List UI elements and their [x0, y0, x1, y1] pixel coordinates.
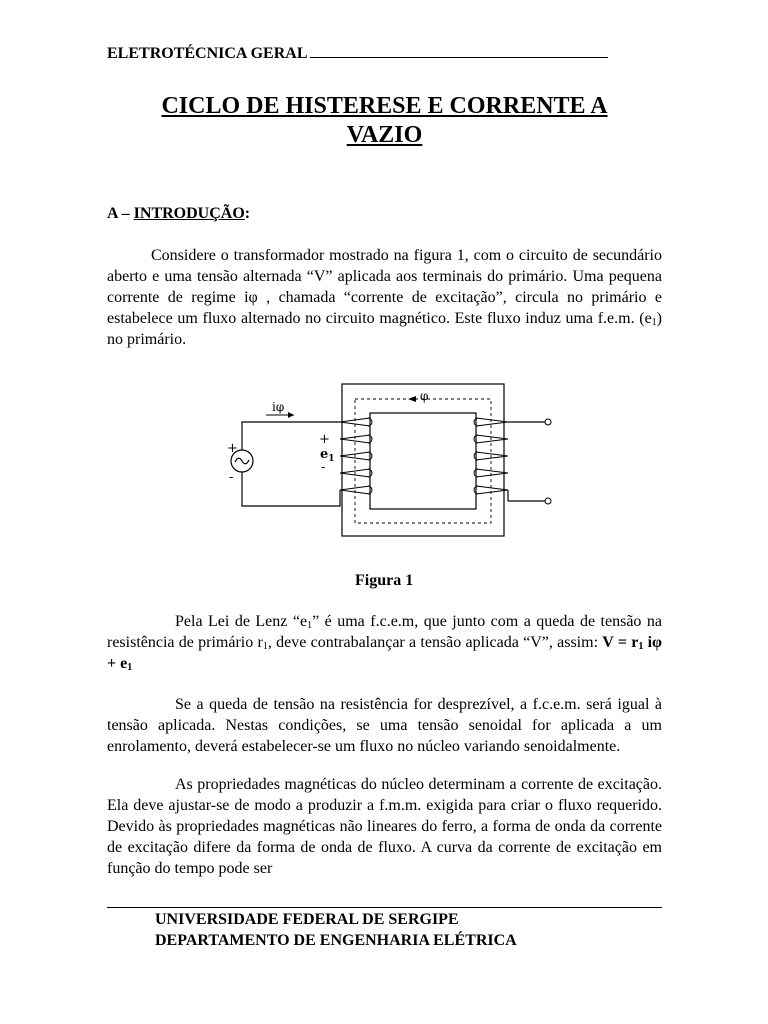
section-name: INTRODUÇÃO: [133, 205, 245, 222]
flux-arrow: [408, 396, 416, 402]
paragraph-lenz-text-c: , deve contrabalançar a tensão aplicada “V”, assim:: [267, 634, 603, 651]
source-plus: +: [227, 441, 238, 456]
transformer-figure: [218, 380, 560, 550]
section-suffix: :: [244, 205, 251, 222]
footer-department: DEPARTAMENTO DE ENGENHARIA ELÉTRICA: [155, 932, 517, 949]
current-arrow-head: [288, 412, 294, 418]
paragraph-intro-end: ) no primário.: [107, 310, 662, 348]
section-prefix: A –: [107, 205, 134, 222]
equation: $V = r_1$ $i\varphi + e_1$: [107, 634, 663, 673]
flux-label: φ: [420, 389, 429, 403]
title-line-2: VAZIO: [346, 122, 423, 148]
paragraph-intro: [107, 245, 662, 350]
course-name: ELETROTÉCNICA GERAL: [107, 45, 308, 62]
paragraph-lenz-text-a: Pela Lei de Lenz “e: [175, 613, 308, 630]
core-window: [370, 413, 476, 509]
primary-wire-bottom: [242, 472, 340, 506]
page-title: [107, 92, 662, 150]
emf-minus: -: [321, 460, 326, 475]
footer-university: UNIVERSIDADE FEDERAL DE SERGIPE: [155, 911, 459, 928]
page-header: [107, 45, 608, 63]
terminal-top: [545, 419, 551, 425]
emf-label: $e_1$: [320, 447, 335, 464]
paragraph-magnetic: As propriedades magnéticas do núcleo determinam a corrente de excitação. Ela deve ajustar-se de modo a produzir a f.m.m. exigida para criar o fluxo requerido. Devido às propriedades magnéticas não lineares do ferro, a forma de onda da corrente de excitação difere da forma de onda de fluxo. A curva da corrente de excitação em função do tempo pode ser: [107, 776, 662, 877]
paragraph-lenz: [107, 611, 662, 674]
paragraph-sinusoidal: Se a queda de tensão na resistência for desprezível, a f.c.e.m. será igual à tensão aplicada. Nestas condições, se uma tensão senoidal for aplicada a um enrolamento, deverá estabelecer-se um fluxo no núcleo variando senoidalmente.: [107, 696, 662, 755]
section-heading: [107, 205, 250, 223]
emf-plus: +: [319, 432, 330, 447]
subscript: 1: [307, 620, 313, 631]
flux-path: [355, 399, 491, 523]
current-label: iφ: [272, 400, 285, 414]
primary-winding: [340, 418, 372, 494]
footer-divider: [107, 907, 662, 908]
page-footer: [155, 909, 517, 951]
paragraph-lenz-text-b: ” é uma f.c.e.m, que junto com a queda de tensão na resistência de primário r: [107, 613, 662, 651]
terminal-bottom: [545, 498, 551, 504]
paragraph-intro-text: Considere o transformador mostrado na figura 1, com o circuito de secundário aberto e uma tensão alternada “V” aplicada aos terminais do primário. Uma pequena corrente de regime iφ , chamada “corrente de excitação”, circula no primário e estabelece um fluxo alternado no circuito magnético. Este fluxo induz uma f.e.m. (e: [107, 247, 662, 327]
header-underline: [310, 47, 608, 58]
source-minus: -: [229, 470, 234, 485]
subscript: 1: [262, 641, 268, 652]
title-line-1: CICLO DE HISTERESE E CORRENTE A: [161, 93, 608, 119]
sine-symbol: [235, 458, 249, 464]
figure-caption: Figura 1: [355, 572, 414, 589]
subscript: 1: [651, 317, 657, 328]
